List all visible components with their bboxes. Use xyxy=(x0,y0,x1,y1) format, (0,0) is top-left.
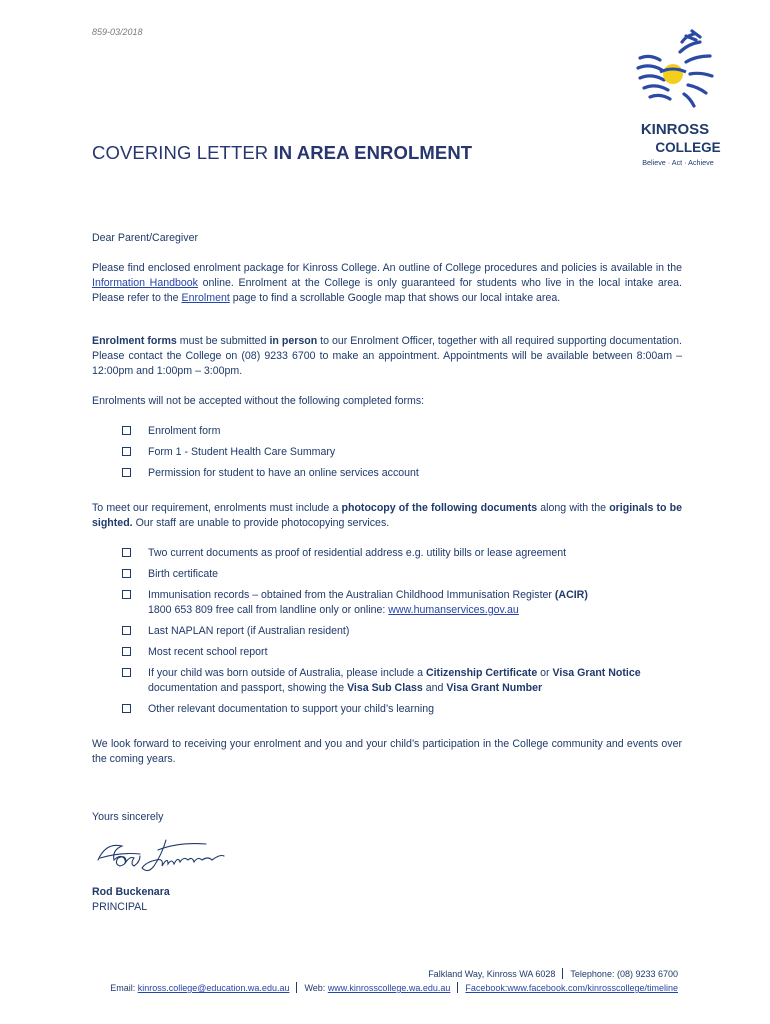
doc-item-and: and xyxy=(422,681,447,694)
paragraph-submission xyxy=(92,334,682,378)
p1-text-a: Please find enclosed enrolment package for Kinross College. An outline of College procedures and policies is available in the xyxy=(92,262,682,274)
footer-web-link[interactable]: www.kinrosscollege.wa.edu.au xyxy=(327,983,451,993)
doc-item-label: Other relevant documentation to support your child’s learning xyxy=(148,702,435,715)
footer-email-label: Email: xyxy=(110,983,138,993)
visa-grant-notice-bold: Visa Grant Notice xyxy=(552,666,641,679)
logo-name-1: KINROSS xyxy=(640,121,710,138)
footer-contact-line xyxy=(110,982,678,993)
p1-text-c: page to find a scrollable Google map that shows our local intake area. xyxy=(229,291,561,304)
list-item xyxy=(122,702,682,717)
p2-text-b: to our Enrolment Officer, together with all required supporting documentation. Please contact the College on (08) 9233 6700 to make an appointment. Appointments will be available between 8:00am – 12:00pm and 1:00pm – 3:00pm. xyxy=(92,335,682,377)
p2-bold-2: in person xyxy=(269,335,318,347)
title-regular: COVERING LETTER xyxy=(92,142,274,163)
list-item xyxy=(122,624,682,639)
paragraph-closing: We look forward to receiving your enrolment and you and your child’s participation in the College community and events over the coming years. xyxy=(92,738,682,765)
footer-web-label: Web: xyxy=(304,983,328,993)
information-handbook-link[interactable]: Information Handbook xyxy=(92,276,198,289)
form-item-label: Form 1 - Student Health Care Summary xyxy=(148,445,336,458)
list-item xyxy=(122,567,682,582)
footer-phone: Telephone: (08) 9233 6700 xyxy=(570,969,678,979)
paragraph-forms-intro: Enrolments will not be accepted without the following completed forms: xyxy=(92,395,425,407)
checkbox-icon xyxy=(122,626,131,635)
visa-subclass-bold: Visa Sub Class xyxy=(347,681,423,694)
footer-email-link[interactable]: kinross.college@education.wa.edu.au xyxy=(137,983,290,993)
p2-bold-1: Enrolment forms xyxy=(92,335,177,347)
citizenship-bold: Citizenship Certificate xyxy=(425,666,538,679)
doc-item-label-2: documentation and passport, showing the xyxy=(148,681,348,694)
paragraph-documents-intro xyxy=(92,501,682,531)
checkbox-icon xyxy=(122,426,131,435)
signer-name: Rod Buckenara xyxy=(92,886,170,898)
p1-text-b: online. Enrolment at the College is only guaranteed for students who live in the local intake area. Please refer to the xyxy=(92,276,682,304)
checkbox-icon xyxy=(122,668,131,677)
doc-item-label-2: 1800 653 809 free call from landline only or online: xyxy=(148,603,389,616)
list-item xyxy=(122,546,682,561)
doc-item-label: Most recent school report xyxy=(148,645,268,658)
p4-text-c: Our staff are unable to provide photocopying services. xyxy=(132,516,390,529)
document-number: 859-03/2018 xyxy=(92,27,143,37)
doc-item-label: If your child was born outside of Australia, please include a xyxy=(148,666,426,679)
footer-divider xyxy=(457,982,458,993)
salutation: Dear Parent/Caregiver xyxy=(92,232,198,244)
page-title xyxy=(92,142,472,164)
checkbox-icon xyxy=(122,590,131,599)
doc-item-label: Birth certificate xyxy=(148,567,219,580)
title-bold: IN AREA ENROLMENT xyxy=(273,142,473,163)
acir-bold: (ACIR) xyxy=(554,588,588,601)
enrolment-link[interactable]: Enrolment xyxy=(181,291,230,304)
documents-checklist xyxy=(122,546,682,722)
list-item xyxy=(122,666,682,696)
forms-checklist xyxy=(122,424,682,487)
checkbox-icon xyxy=(122,647,131,656)
doc-item-label: Two current documents as proof of residential address e.g. utility bills or lease agreement xyxy=(148,547,567,559)
p4-text-a: To meet our requirement, enrolments must include a xyxy=(92,502,342,514)
footer-divider xyxy=(562,968,563,979)
list-item xyxy=(122,424,682,439)
doc-item-or: or xyxy=(537,666,553,679)
checkbox-icon xyxy=(122,548,131,557)
logo-tagline: Believe · Act · Achieve xyxy=(642,158,714,167)
footer-facebook-link[interactable]: Facebook:www.facebook.com/kinrosscollege/timeline xyxy=(465,983,678,993)
list-item xyxy=(122,588,682,618)
sun-wave-logo-icon xyxy=(620,28,730,168)
doc-item-label: Last NAPLAN report (if Australian resident) xyxy=(148,624,350,637)
humanservices-link[interactable]: www.humanservices.gov.au xyxy=(388,603,519,616)
checkbox-icon xyxy=(122,704,131,713)
logo-name-2: COLLEGE xyxy=(655,140,721,155)
footer-address-line xyxy=(428,968,678,979)
college-logo xyxy=(620,28,730,168)
form-item-label: Enrolment form xyxy=(148,425,221,437)
checkbox-icon xyxy=(122,569,131,578)
paragraph-intro xyxy=(92,261,682,305)
list-item xyxy=(122,445,682,460)
list-item xyxy=(122,645,682,660)
visa-grant-number-bold: Visa Grant Number xyxy=(446,681,543,694)
p4-text-b: along with the xyxy=(537,502,610,514)
p4-bold-2: originals to be sighted. xyxy=(92,502,683,529)
list-item xyxy=(122,466,682,481)
footer-divider xyxy=(296,982,297,993)
p4-bold-1: photocopy of the following documents xyxy=(341,502,538,514)
checkbox-icon xyxy=(122,468,131,477)
footer-address: Falkland Way, Kinross WA 6028 xyxy=(428,969,556,979)
closing-salutation: Yours sincerely xyxy=(92,811,164,823)
checkbox-icon xyxy=(122,447,131,456)
form-item-label: Permission for student to have an online services account xyxy=(148,466,419,479)
doc-item-label: Immunisation records – obtained from the Australian Childhood Immunisation Register xyxy=(148,588,555,601)
signer-title: PRINCIPAL xyxy=(92,901,148,913)
signature xyxy=(92,830,252,880)
p2-text-a: must be submitted xyxy=(176,335,270,347)
